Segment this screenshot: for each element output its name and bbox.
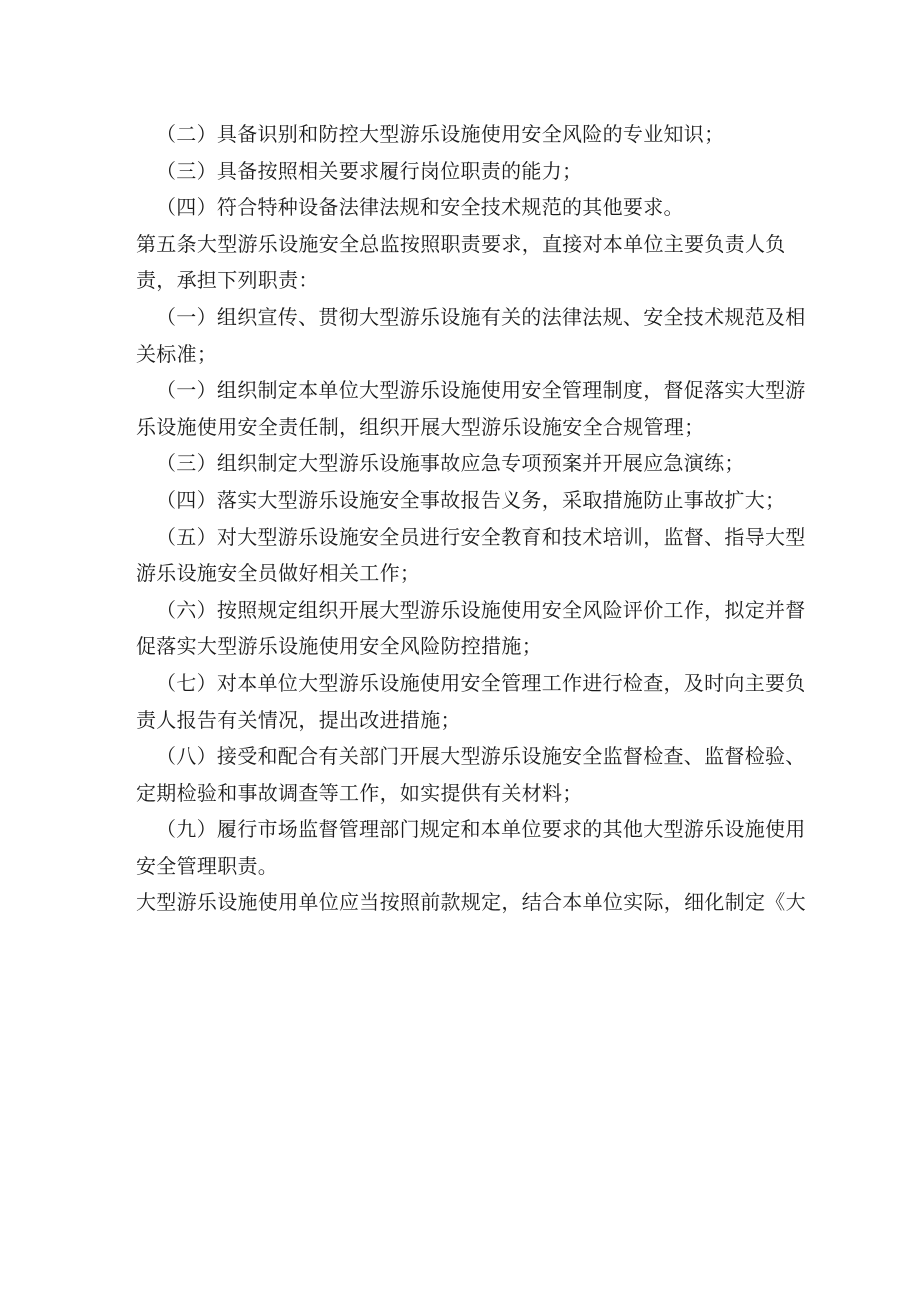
text-line: （二）具备识别和防控大型游乐设施使用安全风险的专业知识；: [156, 122, 725, 146]
text-line: （四）落实大型游乐设施安全事故报告义务，采取措施防止事故扩大；: [156, 487, 786, 512]
text-line: 乐设施使用安全责任制，组织开展大型游乐设施安全合规管理；: [136, 414, 705, 439]
text-line: （一）组织宣传、贯彻大型游乐设施有关的法律法规、安全技术规范及相: [156, 304, 806, 329]
text-line: （六）按照规定组织开展大型游乐设施使用安全风险评价工作，拟定并督: [156, 597, 806, 622]
text-line: 促落实大型游乐设施使用安全风险防控措施；: [136, 634, 542, 659]
document-body: [136, 116, 806, 921]
text-line: （三）具备按照相关要求履行岗位职责的能力；: [156, 158, 583, 183]
text-line: （一）组织制定本单位大型游乐设施使用安全管理制度，督促落实大型游: [156, 378, 806, 403]
text-line: 责，承担下列职责：: [136, 268, 319, 293]
text-line: 第五条大型游乐设施安全总监按照职责要求，直接对本单位主要负责人负: [136, 231, 786, 256]
text-line: 大型游乐设施使用单位应当按照前款规定，结合本单位实际，细化制定《大: [136, 890, 806, 915]
text-line: （四）符合特种设备法律法规和安全技术规范的其他要求。: [156, 195, 684, 220]
text-line: 安全管理职责。: [136, 853, 279, 878]
text-line: （七）对本单位大型游乐设施使用安全管理工作进行检查，及时向主要负: [156, 670, 806, 695]
text-line: 责人报告有关情况，提出改进措施；: [136, 707, 461, 732]
text-line: 定期检验和事故调查等工作，如实提供有关材料；: [136, 780, 583, 805]
text-line: （九）履行市场监督管理部门规定和本单位要求的其他大型游乐设施使用: [156, 817, 806, 842]
text-line: 游乐设施安全员做好相关工作；: [136, 561, 421, 586]
text-line: （八）接受和配合有关部门开展大型游乐设施安全监督检查、监督检验、: [156, 744, 806, 769]
text-line: 关标准；: [136, 341, 218, 366]
text-line: （五）对大型游乐设施安全员进行安全教育和技术培训，监督、指导大型: [156, 524, 806, 549]
text-line: （三）组织制定大型游乐设施事故应急专项预案并开展应急演练；: [156, 451, 745, 476]
